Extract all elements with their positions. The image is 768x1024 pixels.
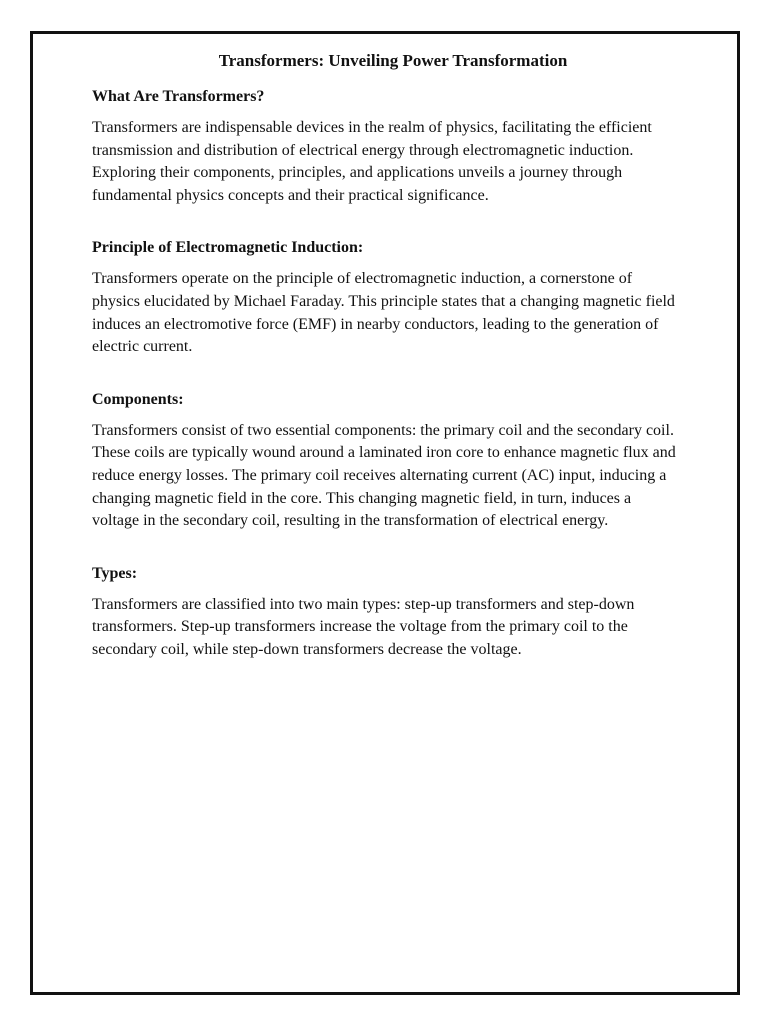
section-heading: Types: [92, 564, 138, 582]
section-heading: Principle of Electromagnetic Induction: [92, 239, 364, 257]
section-principle [92, 237, 682, 358]
section-types [92, 563, 682, 662]
section-heading: Components: [92, 390, 184, 408]
section-what-are-transformers [92, 86, 682, 207]
section-heading: What Are Transformers? [92, 88, 265, 105]
section-body: Transformers are classified into two main types: step-up transformers and step-down transformers. Step-up transformers increase the voltage from the primary coil to the secondary coil, while step-down transformers decrease the voltage. [92, 595, 635, 658]
section-body: Transformers consist of two essential components: the primary coil and the secondary coil. These coils are typically wound around a laminated iron core to enhance magnetic flux and reduce energy losses. The primary coil receives alternating current (AC) input, inducing a changing magnetic field in the core. This changing magnetic field, in turn, induces a voltage in the secondary coil, resulting in the transformation of electrical energy. [92, 421, 676, 530]
section-components [92, 389, 682, 533]
document-title: Transformers: Unveiling Power Transformation [218, 51, 568, 70]
section-body: Transformers operate on the principle of electromagnetic induction, a cornerstone of physics elucidated by Michael Faraday. This principle states that a changing magnetic field induces an electromotive force (EMF) in nearby conductors, leading to the generation of electric current. [92, 270, 675, 356]
document-page [30, 31, 740, 995]
section-body: Transformers are indispensable devices in the realm of physics, facilitating the efficient transmission and distribution of electrical energy through electromagnetic induction. Exploring their components, principles, and applications unveils a journey through fundamental physics concepts and their practical significance. [92, 119, 652, 204]
document-content [92, 49, 682, 662]
